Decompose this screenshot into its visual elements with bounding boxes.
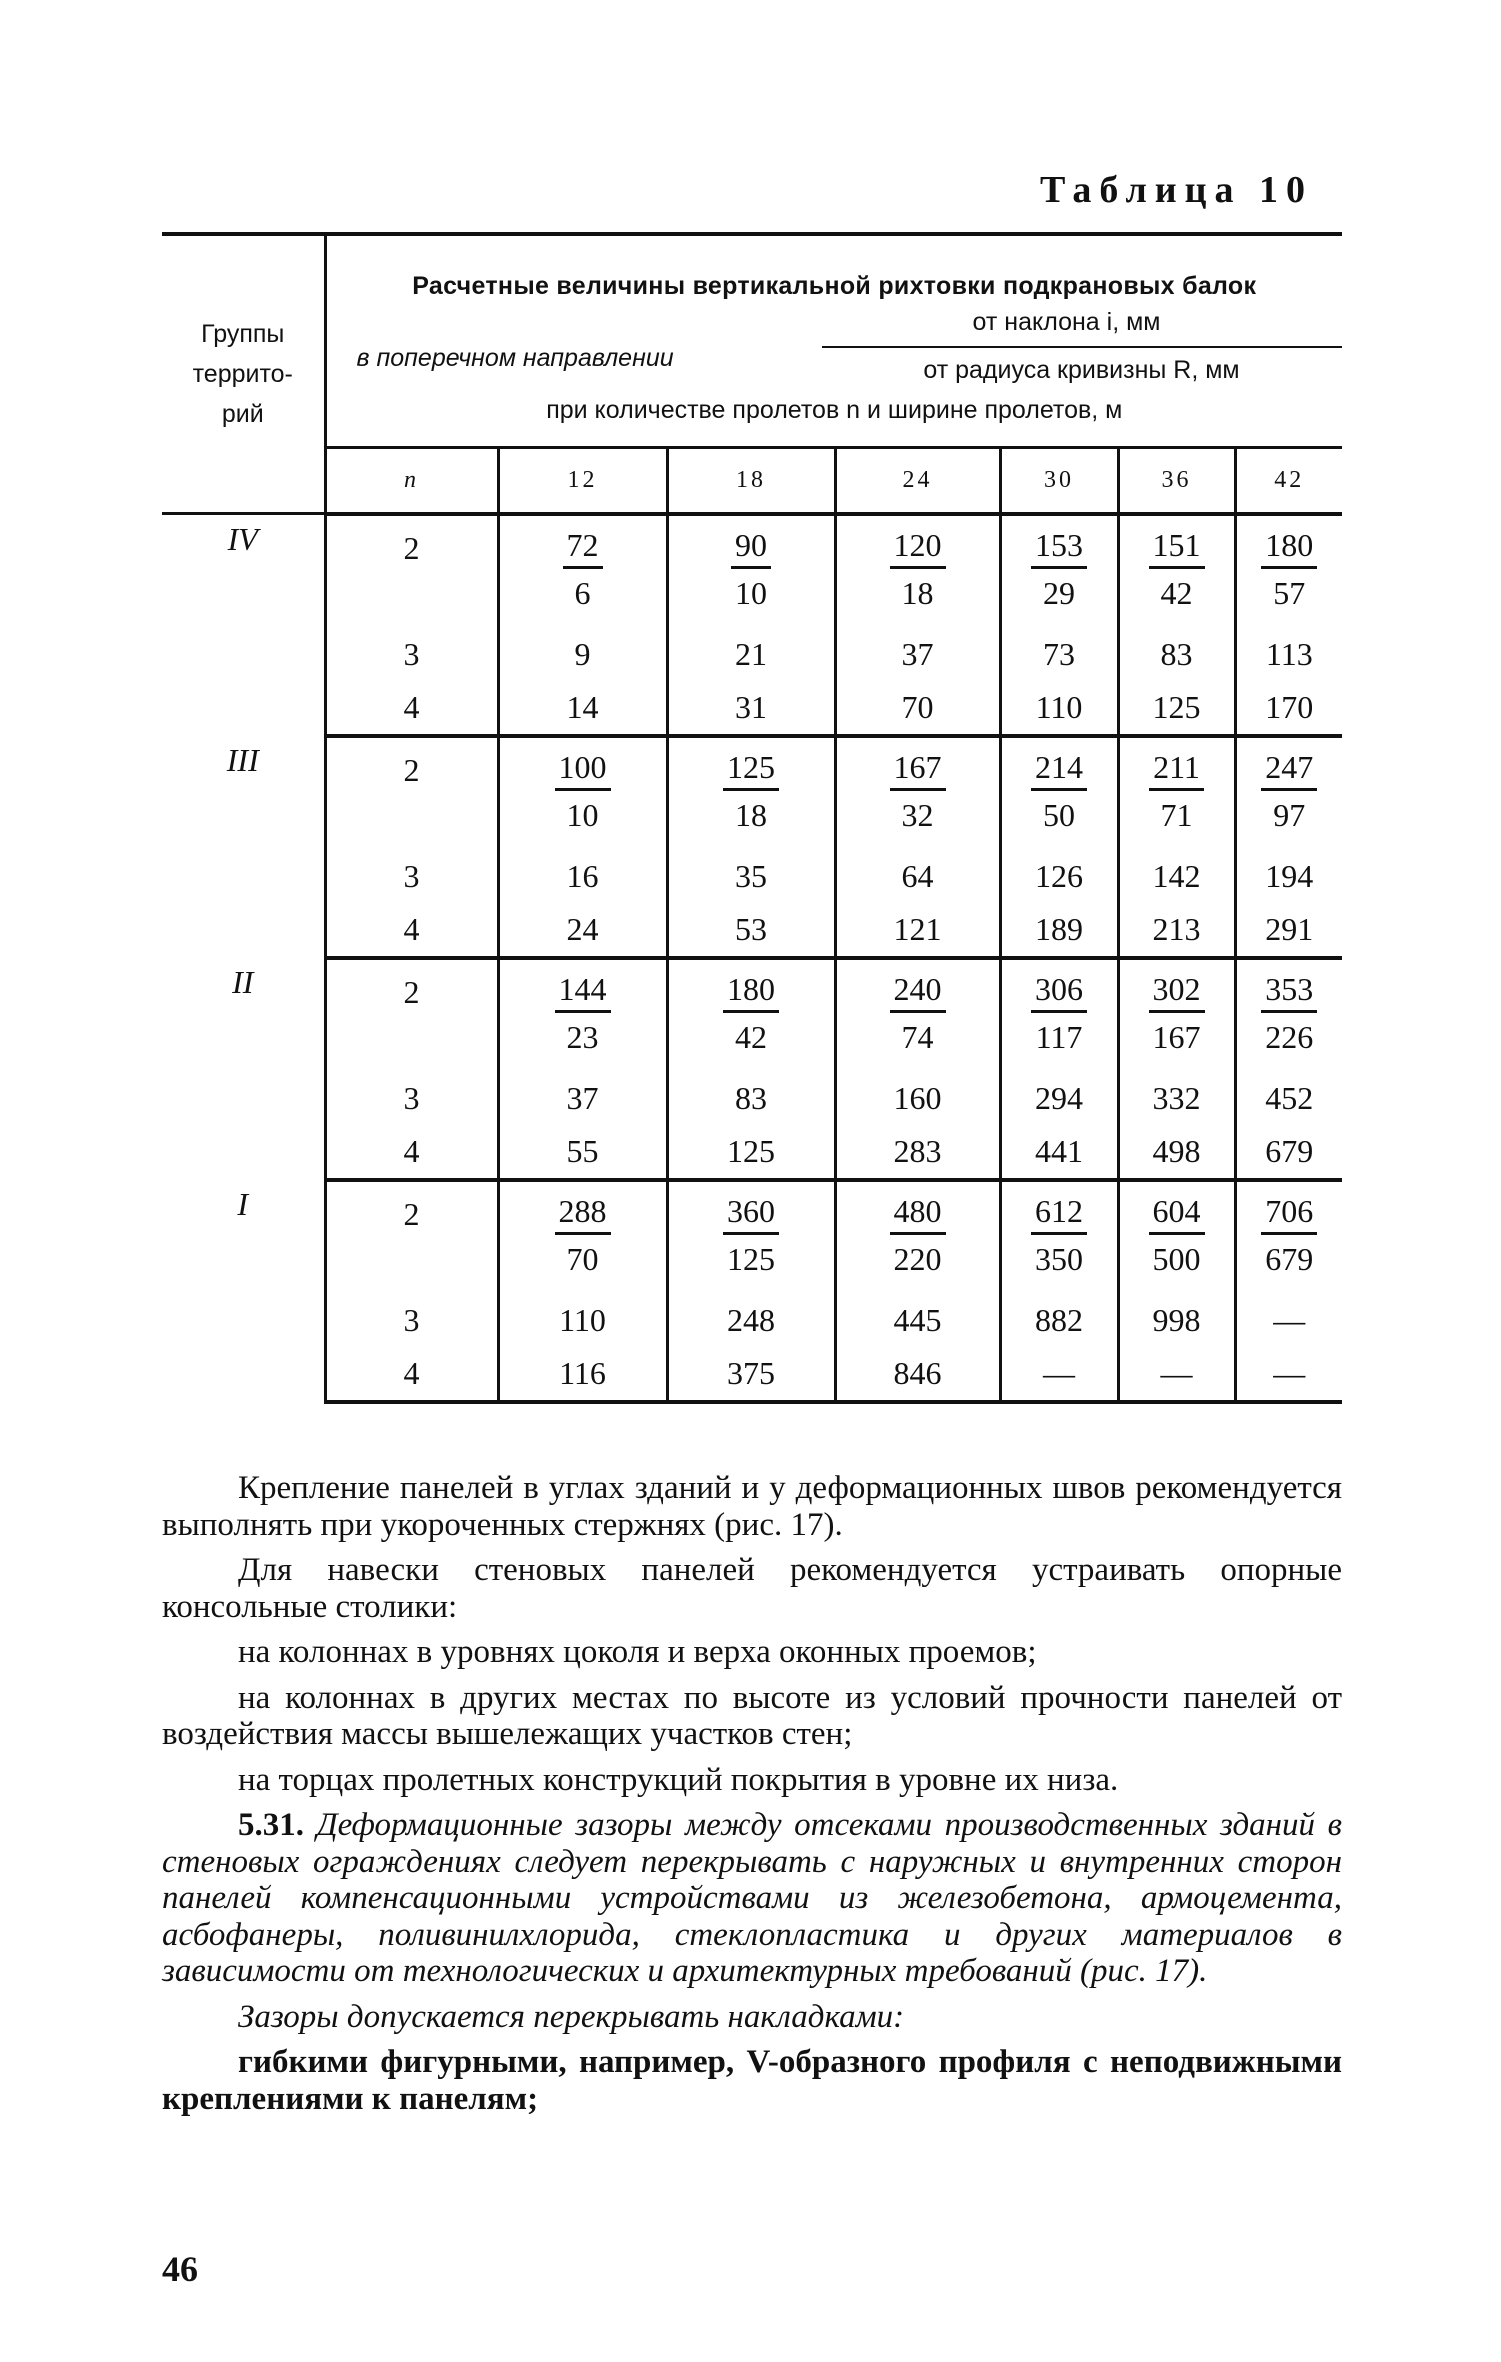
fraction [723, 1193, 779, 1235]
fraction-numerator: 612 [1031, 1193, 1087, 1235]
n-cell: 4 [325, 1347, 498, 1402]
table-caption: Таблица 10 [1040, 169, 1314, 211]
n-cell [325, 1241, 498, 1294]
table-row [162, 628, 1342, 681]
value-cell: 679 [1235, 1125, 1342, 1180]
fraction-denominator: 23 [498, 1019, 667, 1072]
value-cell: 283 [835, 1125, 1000, 1180]
fraction-numerator: 353 [1261, 971, 1317, 1013]
value-cell: 498 [1118, 1125, 1235, 1180]
fraction-cell [667, 958, 835, 1019]
table-row [162, 850, 1342, 903]
value-cell: 83 [1118, 628, 1235, 681]
span-header: 24 [835, 448, 1000, 514]
fraction-denominator: 71 [1118, 797, 1235, 850]
n-cell [325, 575, 498, 628]
n-cell: 3 [403, 1079, 420, 1116]
value-cell: — [1118, 1347, 1235, 1402]
fraction [555, 749, 611, 791]
table-row [162, 903, 1342, 958]
body-text [162, 1470, 1342, 2126]
value-cell: 37 [835, 628, 1000, 681]
value-cell: 9 [498, 628, 667, 681]
fraction [723, 971, 779, 1013]
value-cell: 35 [667, 850, 835, 903]
fraction [890, 971, 946, 1013]
fraction-cell [1118, 514, 1235, 575]
table-row [162, 1241, 1342, 1294]
value-cell: — [1235, 1347, 1342, 1402]
n-cell: 4 [325, 1125, 498, 1180]
fraction [1261, 527, 1317, 569]
table-row [162, 514, 1342, 575]
paragraph-section [162, 1807, 1342, 1990]
value-cell: — [1000, 1347, 1118, 1402]
fraction [890, 749, 946, 791]
fraction-numerator: 480 [890, 1193, 946, 1235]
paragraph: на колоннах в уровнях цоколя и верха оконных проемов; [238, 1634, 1037, 1670]
fraction-cell [1235, 1180, 1342, 1241]
fraction-denominator: 350 [1000, 1241, 1118, 1294]
section-number: 5.31. [238, 1807, 304, 1843]
fraction [890, 527, 946, 569]
fraction-cell [498, 514, 667, 575]
paragraph: Для навески стеновых панелей рекомендуется устраивать опорные консольные столики: [162, 1552, 1342, 1625]
span-header: 18 [667, 448, 835, 514]
value-cell: 21 [667, 628, 835, 681]
n-cell: 4 [325, 681, 498, 736]
n-cell: 3 [403, 1301, 420, 1338]
fraction-cell [1118, 958, 1235, 1019]
paragraph: на колоннах в других местах по высоте из условий прочности панелей от воздействия массы вышележащих участков стен; [162, 1679, 1342, 1752]
fraction [723, 749, 779, 791]
fraction-denominator: 18 [667, 797, 835, 850]
n-cell: 2 [403, 973, 420, 1010]
radius-label: от радиуса кривизны R, мм [923, 356, 1240, 385]
fraction [1261, 749, 1317, 791]
fraction-denominator: 18 [835, 575, 1000, 628]
fraction-denominator: 42 [667, 1019, 835, 1072]
table-row [162, 1294, 1342, 1347]
fraction-cell [1118, 1180, 1235, 1241]
fraction [1261, 971, 1317, 1013]
group-header-line: террито- [192, 360, 293, 388]
fraction-numerator: 288 [555, 1193, 611, 1235]
paragraph: гибкими фигурными, например, V-образного профиля с неподвижными креплениями к панелям; [162, 2044, 1342, 2117]
fraction-numerator: 144 [555, 971, 611, 1013]
fraction-denominator: 6 [498, 575, 667, 628]
span-header: 12 [498, 448, 667, 514]
fraction-denominator: 57 [1235, 575, 1342, 628]
fraction-numerator: 151 [1149, 527, 1205, 569]
value-cell: 332 [1118, 1072, 1235, 1125]
span-header: 30 [1000, 448, 1118, 514]
fraction [1031, 527, 1087, 569]
table-row [162, 575, 1342, 628]
value-cell: 125 [1118, 681, 1235, 736]
section-text: Деформационные зазоры между отсеками производственных зданий в стеновых ограждениях следует перекрывать с наружных и внутренних сторон панелей компенсационными устройствами из железобетона, армоцемента, асбофанеры, поливинилхлорида, стеклопластика и других материалов в зависимости от технологических и архитектурных требований (рис. 17). [162, 1807, 1342, 1989]
fraction-denominator: 70 [498, 1241, 667, 1294]
n-cell: 2 [403, 751, 420, 788]
n-column-header: n [325, 448, 498, 514]
fraction-denominator: 10 [498, 797, 667, 850]
fraction-numerator: 214 [1031, 749, 1087, 791]
fraction [555, 1193, 611, 1235]
table-row [162, 736, 1342, 797]
fraction-cell [1235, 958, 1342, 1019]
value-cell: 113 [1235, 628, 1342, 681]
fraction [1149, 527, 1205, 569]
fraction-numerator: 247 [1261, 749, 1317, 791]
value-cell: 110 [498, 1294, 667, 1347]
fraction-numerator: 302 [1149, 971, 1205, 1013]
page-number: 46 [162, 2249, 198, 2289]
group-name: III [162, 736, 325, 958]
fraction-numerator: 240 [890, 971, 946, 1013]
value-cell: 160 [835, 1072, 1000, 1125]
n-cell: 2 [403, 1195, 420, 1232]
fraction [1031, 749, 1087, 791]
fraction-cell [667, 1180, 835, 1241]
value-cell: 83 [667, 1072, 835, 1125]
value-cell: 213 [1118, 903, 1235, 958]
value-cell: 248 [667, 1294, 835, 1347]
fraction-denominator: 679 [1235, 1241, 1342, 1294]
n-cell [325, 1019, 498, 1072]
fraction [1031, 971, 1087, 1013]
fraction-cell [835, 736, 1000, 797]
value-cell: 375 [667, 1347, 835, 1402]
fraction-numerator: 90 [731, 527, 771, 569]
fraction-denominator: 220 [835, 1241, 1000, 1294]
fraction-denominator: 226 [1235, 1019, 1342, 1072]
value-cell: 441 [1000, 1125, 1118, 1180]
value-cell: 170 [1235, 681, 1342, 736]
data-table [162, 232, 1342, 1404]
value-cell: 294 [1000, 1072, 1118, 1125]
n-cell [325, 797, 498, 850]
value-cell: 110 [1000, 681, 1118, 736]
fraction-denominator: 125 [667, 1241, 835, 1294]
fraction-cell [498, 1180, 667, 1241]
description-header [325, 234, 1342, 448]
span-header: 36 [1118, 448, 1235, 514]
fraction-numerator: 100 [555, 749, 611, 791]
fraction-cell [1000, 736, 1118, 797]
value-cell: 37 [498, 1072, 667, 1125]
value-cell: — [1235, 1294, 1342, 1347]
fraction [1149, 749, 1204, 791]
value-cell: 846 [835, 1347, 1000, 1402]
value-cell: 64 [835, 850, 1000, 903]
table-row [162, 958, 1342, 1019]
fraction-numerator: 153 [1031, 527, 1087, 569]
group-header-line: Группы [201, 320, 285, 348]
value-cell: 142 [1118, 850, 1235, 903]
table-row [162, 1347, 1342, 1402]
value-cell: 125 [667, 1125, 835, 1180]
fraction-cell [667, 514, 835, 575]
value-cell: 14 [498, 681, 667, 736]
fraction-denominator: 50 [1000, 797, 1118, 850]
value-cell: 882 [1000, 1294, 1118, 1347]
fraction-cell [835, 958, 1000, 1019]
fraction-numerator: 72 [563, 527, 603, 569]
value-cell: 53 [667, 903, 835, 958]
value-cell: 24 [498, 903, 667, 958]
fraction [890, 1193, 946, 1235]
fraction [731, 527, 771, 569]
table-row [162, 797, 1342, 850]
value-cell: 452 [1235, 1072, 1342, 1125]
n-cell: 3 [403, 635, 420, 672]
fraction-cell [1000, 1180, 1118, 1241]
value-cell: 116 [498, 1347, 667, 1402]
fraction-numerator: 211 [1149, 749, 1204, 791]
fraction-numerator: 604 [1149, 1193, 1205, 1235]
fraction-denominator: 117 [1000, 1019, 1118, 1072]
value-cell: 445 [835, 1294, 1000, 1347]
paragraph: Зазоры допускается перекрывать накладками: [238, 1998, 905, 2035]
fraction-numerator: 125 [723, 749, 779, 791]
fraction-cell [1000, 958, 1118, 1019]
table-row [162, 1125, 1342, 1180]
fraction-numerator: 167 [890, 749, 946, 791]
spans-description: при количестве пролетов n и ширине пролетов, м [546, 396, 1123, 425]
fraction-denominator: 29 [1000, 575, 1118, 628]
fraction-denominator: 500 [1118, 1241, 1235, 1294]
group-name: II [162, 958, 325, 1180]
fraction-numerator: 360 [723, 1193, 779, 1235]
fraction [1031, 1193, 1087, 1235]
fraction-denominator: 167 [1118, 1019, 1235, 1072]
fraction-cell [835, 1180, 1000, 1241]
fraction-cell [1235, 514, 1342, 575]
fraction [555, 971, 611, 1013]
value-cell: 73 [1000, 628, 1118, 681]
main-description: Расчетные величины вертикальной рихтовки подкрановых балок [412, 272, 1257, 301]
fraction-denominator: 74 [835, 1019, 1000, 1072]
paragraph: Крепление панелей в углах зданий и у деформационных швов рекомендуется выполнять при укороченных стержнях (рис. 17). [162, 1470, 1342, 1543]
n-cell: 4 [325, 903, 498, 958]
value-cell: 70 [835, 681, 1000, 736]
value-cell: 31 [667, 681, 835, 736]
fraction [1149, 971, 1205, 1013]
fraction [1149, 1193, 1205, 1235]
n-cell: 2 [403, 529, 420, 566]
group-name: IV [162, 514, 325, 736]
fraction-numerator: 306 [1031, 971, 1087, 1013]
fraction-cell [498, 736, 667, 797]
fraction-cell [498, 958, 667, 1019]
value-cell: 16 [498, 850, 667, 903]
table-row [162, 1180, 1342, 1241]
fraction-denominator: 42 [1118, 575, 1235, 628]
table-row [162, 1019, 1342, 1072]
fraction-cell [667, 736, 835, 797]
paragraph: на торцах пролетных конструкций покрытия в уровне их низа. [238, 1761, 1119, 1798]
fraction-denominator: 97 [1235, 797, 1342, 850]
fraction-cell [835, 514, 1000, 575]
table-row [162, 681, 1342, 736]
fraction-cell [1118, 736, 1235, 797]
fraction [1261, 1193, 1317, 1235]
n-cell: 3 [403, 857, 420, 894]
value-cell: 126 [1000, 850, 1118, 903]
fraction-numerator: 706 [1261, 1193, 1317, 1235]
cross-direction-label: в поперечном направлении [356, 344, 674, 373]
value-cell: 189 [1000, 903, 1118, 958]
fraction-numerator: 180 [1261, 527, 1317, 569]
fraction-denominator: 32 [835, 797, 1000, 850]
table-body [162, 514, 1342, 1402]
slope-label: от наклона i, мм [972, 308, 1161, 337]
group-header-line: рий [221, 400, 264, 428]
value-cell: 55 [498, 1125, 667, 1180]
fraction-cell [1235, 736, 1342, 797]
value-cell: 998 [1118, 1294, 1235, 1347]
fraction-numerator: 120 [890, 527, 946, 569]
span-header: 42 [1235, 448, 1342, 514]
value-cell: 121 [835, 903, 1000, 958]
fraction [563, 527, 603, 569]
header-divider [822, 346, 1342, 348]
value-cell: 291 [1235, 903, 1342, 958]
fraction-cell [1000, 514, 1118, 575]
group-name: I [162, 1180, 325, 1402]
fraction-denominator: 10 [667, 575, 835, 628]
value-cell: 194 [1235, 850, 1342, 903]
group-column-header [162, 234, 325, 514]
table-row [162, 1072, 1342, 1125]
fraction-numerator: 180 [723, 971, 779, 1013]
